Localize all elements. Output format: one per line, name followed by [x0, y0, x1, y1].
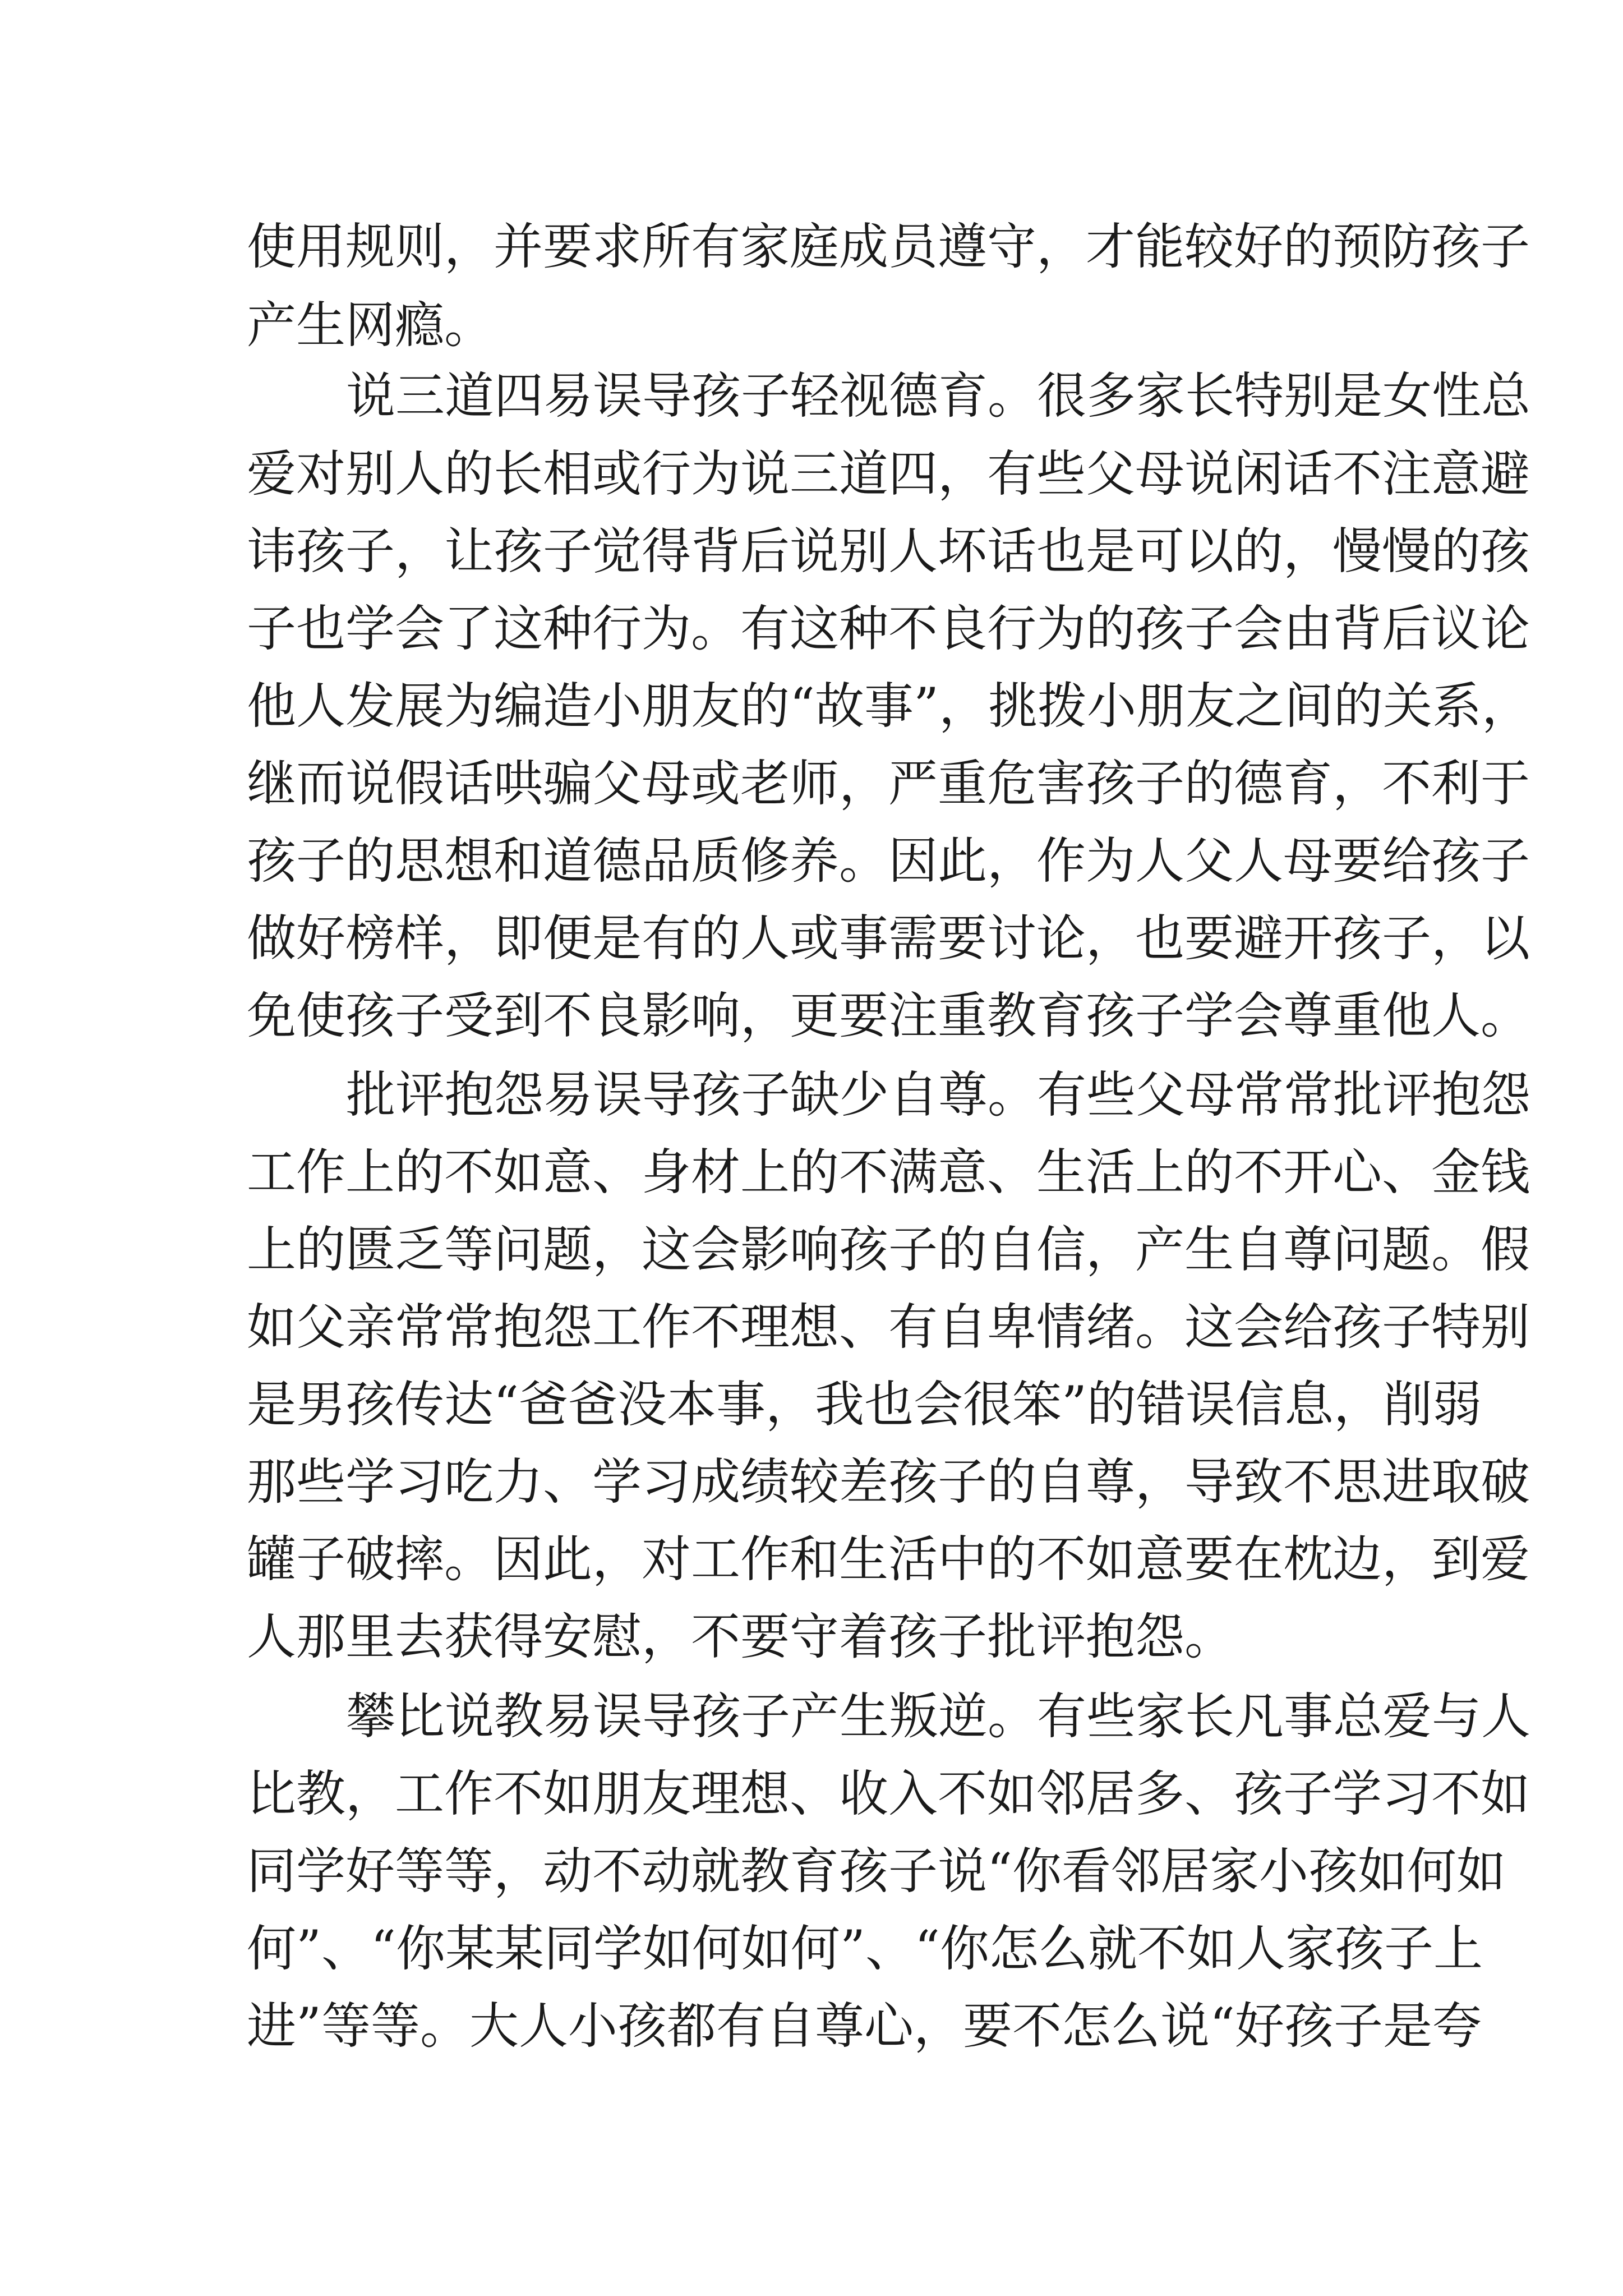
text-line: 讳孩子，让孩子觉得背后说别人坏话也是可以的，慢慢的孩 — [247, 522, 1530, 580]
text-line: 那些学习吃力、学习成绩较差孩子的自尊，导致不思进取破 — [247, 1453, 1530, 1511]
text-line: 使用规则，并要求所有家庭成员遵守，才能较好的预防孩子 — [247, 218, 1530, 275]
text-line: 孩子的思想和道德品质修养。因此，作为人父人母要给孩子 — [247, 832, 1530, 890]
text-line: 继而说假话哄骗父母或老师，严重危害孩子的德育，不利于 — [247, 754, 1530, 812]
paragraph-first-line: 攀比说教易误导孩子产生叛逆。有些家长凡事总爱与人 — [346, 1687, 1531, 1745]
text-line: 同学好等等，动不动就教育孩子说“你看邻居家小孩如何如 — [247, 1842, 1506, 1900]
text-line: 子也学会了这种行为。有这种不良行为的孩子会由背后议论 — [247, 600, 1530, 657]
text-line: 他人发展为编造小朋友的“故事”，挑拨小朋友之间的关系， — [247, 677, 1531, 735]
text-line: 比教，工作不如朋友理想、收入不如邻居多、孩子学习不如 — [247, 1765, 1530, 1823]
text-line: 做好榜样，即便是有的人或事需要讨论，也要避开孩子，以 — [247, 909, 1530, 967]
text-line: 产生网瘾。 — [247, 296, 494, 354]
paragraph-first-line: 说三道四易误导孩子轻视德育。很多家长特别是女性总 — [346, 367, 1531, 425]
text-line: 免使孩子受到不良影响，更要注重教育孩子学会尊重他人。 — [247, 987, 1530, 1045]
text-line: 爱对别人的长相或行为说三道四，有些父母说闲话不注意避 — [247, 445, 1530, 503]
text-line: 进”等等。大人小孩都有自尊心，要不怎么说“好孩子是夸 — [247, 1997, 1482, 2055]
text-line: 何”、“你某某同学如何如何”、“你怎么就不如人家孩子上 — [247, 1920, 1483, 1977]
text-line: 是男孩传达“爸爸没本事，我也会很笨”的错误信息，削弱 — [247, 1375, 1482, 1433]
text-line: 罐子破摔。因此，对工作和生活中的不如意要在枕边，到爱 — [247, 1530, 1530, 1588]
paragraph-first-line: 批评抱怨易误导孩子缺少自尊。有些父母常常批评抱怨 — [346, 1066, 1531, 1124]
text-line: 上的匮乏等问题，这会影响孩子的自信，产生自尊问题。假 — [247, 1221, 1530, 1278]
text-line: 如父亲常常抱怨工作不理想、有自卑情绪。这会给孩子特别 — [247, 1298, 1530, 1356]
text-line: 工作上的不如意、身材上的不满意、生活上的不开心、金钱 — [247, 1143, 1530, 1201]
text-line: 人那里去获得安慰，不要守着孩子批评抱怨。 — [247, 1608, 1234, 1665]
